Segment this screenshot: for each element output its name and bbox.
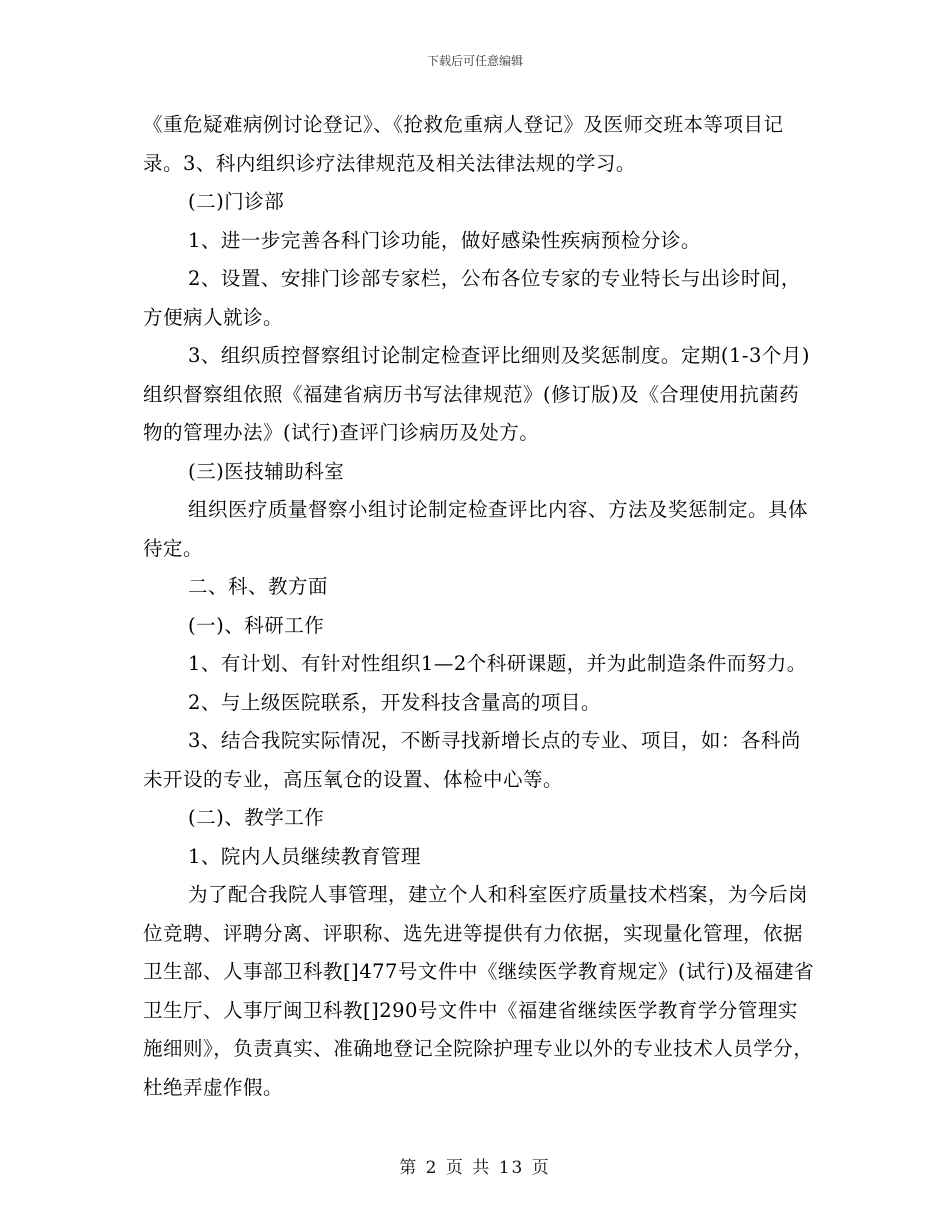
paragraph: 《重危疑难病例讨论登记》、《抢救危重病人登记》及医师交班本等项目记录。3、科内组织诊疗法律规范及相关法律法规的学习。 — [143, 113, 784, 175]
paragraph: 2、设置、安排门诊部专家栏，公布各位专家的专业特长与出诊时间，方便病人就诊。 — [143, 267, 801, 329]
section-heading: (二)门诊部 — [188, 190, 285, 213]
paragraph: 组织医疗质量督察小组讨论制定检查评比内容、方法及奖惩制定。具体待定。 — [143, 498, 809, 560]
paragraph: 1、进一步完善各科门诊功能，做好感染性疾病预检分诊。 — [188, 228, 701, 252]
section-heading: 1、院内人员继续教育管理 — [188, 844, 421, 868]
document-body — [143, 106, 815, 1107]
section-heading: (二)、教学工作 — [188, 806, 325, 829]
section-heading: 二、科、教方面 — [188, 575, 329, 598]
paragraph: 为了配合我院人事管理，建立个人和科室医疗质量技术档案，为今后岗位竞聘、评聘分离、评职称、选先进等提供有力依据，实现量化管理，依据卫生部、人事部卫科教[]477号文件中《继续医学教育规定》(试行)及福建省卫生厅、人事厅闽卫科教[]290号文件中《福建省继续医学教育学分管理实施细则》，负责真实、准确地登记全院除护理专业以外的专业技术人员学分，杜绝弄虚作假。 — [143, 883, 815, 1099]
paragraph: 3、结合我院实际情况，不断寻找新增长点的专业、项目，如：各科尚未开设的专业，高压氧仓的设置、体检中心等。 — [143, 729, 801, 791]
page-footer: 第 2 页 共 13 页 — [399, 1158, 551, 1178]
page-header: 下载后可任意编辑 — [426, 54, 523, 68]
paragraph: 1、有计划、有针对性组织1—2个科研课题，并为此制造条件而努力。 — [188, 652, 807, 675]
paragraph: 2、与上级医院联系，开发科技含量高的项目。 — [188, 690, 601, 714]
paragraph: 3、组织质控督察组讨论制定检查评比细则及奖惩制度。定期(1-3个月)组织督察组依照《福建省病历书写法律规范》(修订版)及《合理使用抗菌药物的管理办法》(试行)查评门诊病历及处方。 — [143, 344, 811, 444]
section-heading: (三)医技辅助科室 — [188, 459, 345, 483]
section-heading: (一)、科研工作 — [188, 613, 325, 637]
